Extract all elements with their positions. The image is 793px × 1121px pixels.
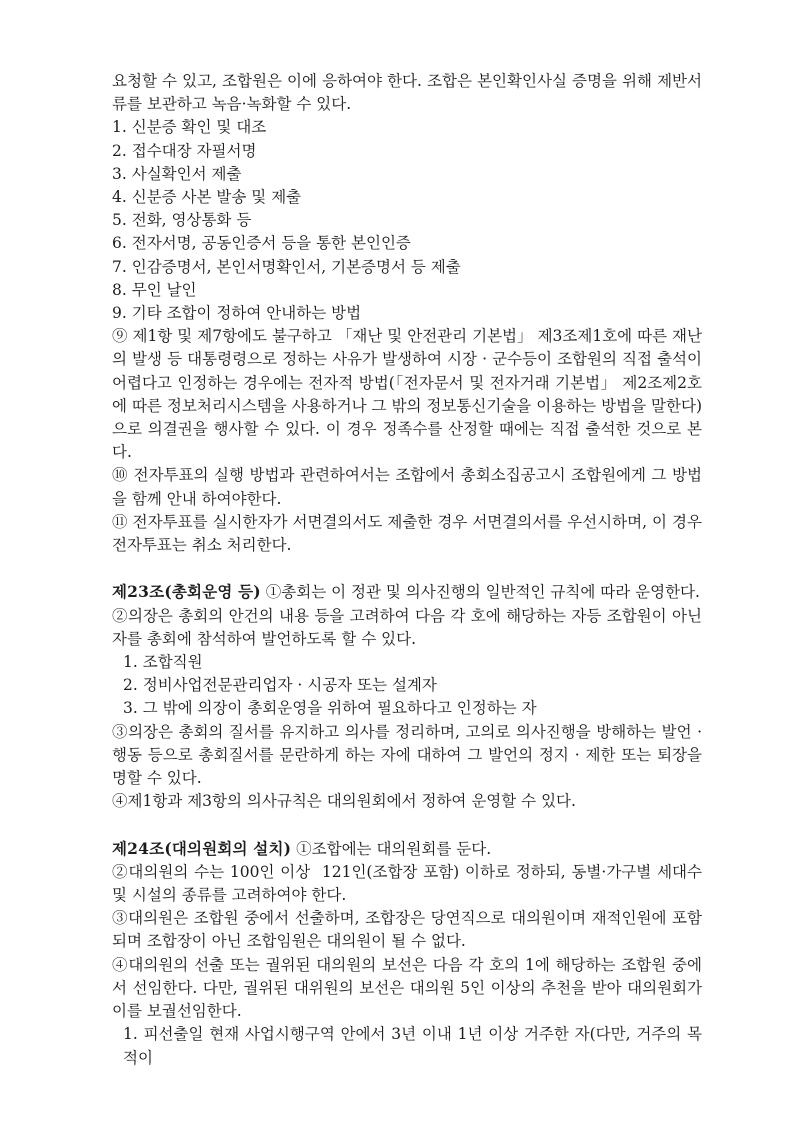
text-run: ③의장은 총회의 질서를 유지하고 의사를 정리하며, 고의로 의사진행을 방해하는 발언 · 행동 등으로 총회질서를 문란하게 하는 자에 대하여 그 발언의 정지 · 제한 또는 퇴장을 명할 수 있다. <box>112 722 707 788</box>
p-continuation <box>112 70 702 116</box>
article-23-heading: 제23조(총회운영 등) <box>112 582 261 602</box>
item-5 <box>112 209 702 232</box>
text-run: ④제1항과 제3항의 의사규칙은 대의원회에서 정하여 운영할 수 있다. <box>112 792 576 811</box>
a24-clause-3 <box>112 907 702 953</box>
text-run: ⑨ 제1항 및 제7항에도 불구하고 「재난 및 안전관리 기본법」 제3조제1호에 따른 재난의 발생 등 대통령령으로 정하는 사유가 발생하여 시장 · 군수등이 조합원의 직접 출석이 어렵다고 인정하는 경우에는 전자적 방법(「전자문서 및 전자거래 기본법」 제2조제2호에 따른 정보처리시스템을 사용하거나 그 밖의 정보통신기술을 이용하는 방법을 말한다)으로 의결권을 행사할 수 있다. 이 경우 정족수를 산정할 때에는 직접 출석한 것으로 본다. <box>112 327 707 462</box>
text-run: 3. 사실확인서 제출 <box>112 164 242 183</box>
item-8 <box>112 279 702 302</box>
item-2 <box>112 140 702 163</box>
a23-clause-3 <box>112 721 707 791</box>
text-run: 7. 인감증명서, 본인서명확인서, 기본증명서 등 제출 <box>112 257 461 276</box>
a23-item-1 <box>112 651 702 674</box>
text-run: 1. 피선출일 현재 사업시행구역 안에서 3년 이내 1년 이상 거주한 자(다만, 거주의 목적이 <box>123 1025 702 1067</box>
article-24 <box>112 837 702 861</box>
item-4 <box>112 186 702 209</box>
document-content <box>112 70 707 1070</box>
text-run: 3. 그 밖에 의장이 총회운영을 위하여 필요하다고 인정하는 자 <box>123 699 537 718</box>
text-run: ①조합에는 대의원회를 둔다. <box>291 839 492 858</box>
text-run: ⑩ 전자투표의 실행 방법과 관련하여서는 조합에서 총회소집공고시 조합원에게 그 방법을 함께 안내 하여야한다. <box>112 466 702 508</box>
a24-clause-4 <box>112 954 707 1024</box>
item-7 <box>112 256 702 279</box>
item-1 <box>112 116 702 139</box>
text-run: 6. 전자서명, 공동인증서 등을 통한 본인인증 <box>112 234 411 253</box>
text-run: 9. 기타 조합이 정하여 안내하는 방법 <box>112 304 362 323</box>
text-run: 2. 정비사업전문관리업자 · 시공자 또는 설계자 <box>123 676 437 695</box>
text-run: 1. 신분증 확인 및 대조 <box>112 118 267 137</box>
a23-item-3 <box>112 697 702 720</box>
text-run: ④대의원의 선출 또는 궐위된 대의원의 보선은 다음 각 호의 1에 해당하는 조합원 중에서 선임한다. 다만, 궐위된 대위원의 보선은 대의원 5인 이상의 추천을 받아 대의원회가 이를 보궐선임한다. <box>112 955 707 1021</box>
text-run: 1. 조합직원 <box>123 653 203 672</box>
a23-clause-2 <box>112 605 707 651</box>
blank-2 <box>112 813 702 836</box>
a23-clause-4 <box>112 790 702 813</box>
clause-11 <box>112 511 707 557</box>
article-24-heading: 제24조(대의원회의 설치) <box>112 838 292 858</box>
item-6 <box>112 232 702 255</box>
text-run: ②의장은 총회의 안건의 내용 등을 고려하여 다음 각 호에 해당하는 자등 조합원이 아닌 자를 총회에 참석하여 발언하도록 할 수 있다. <box>112 606 707 648</box>
text-run: 8. 무인 날인 <box>112 280 197 299</box>
text-run: 요청할 수 있고, 조합원은 이에 응하여야 한다. 조합은 본인확인사실 증명을 위해 제반서류를 보관하고 녹음·녹화할 수 있다. <box>112 72 702 114</box>
text-run: ③대의원은 조합원 중에서 선출하며, 조합장은 당연직으로 대의원이며 재적인원에 포함되며 조합장이 아닌 조합임원은 대의원이 될 수 없다. <box>112 909 702 951</box>
clause-10 <box>112 464 702 510</box>
a24-clause-2 <box>112 861 707 907</box>
text-run: ⑪ 전자투표를 실시한자가 서면결의서도 제출한 경우 서면결의서를 우선시하며, 이 경우 전자투표는 취소 처리한다. <box>112 512 707 555</box>
text-run: 4. 신분증 사본 발송 및 제출 <box>112 188 302 207</box>
article-23 <box>112 580 702 604</box>
item-9 <box>112 302 702 325</box>
text-run: ①총회는 이 정관 및 의사진행의 일반적인 규칙에 따라 운영한다. <box>260 583 700 602</box>
item-3 <box>112 163 702 186</box>
a23-item-2 <box>112 674 702 697</box>
text-run: 2. 접수대장 자필서명 <box>112 141 257 160</box>
clause-9 <box>112 325 707 464</box>
a24-item-1 <box>112 1023 702 1069</box>
text-run: ②대의원의 수는 100인 이상 121인(조합장 포함) 이하로 정하되, 동별·가구별 세대수 및 시설의 종류를 고려하여야 한다. <box>112 862 707 905</box>
text-run: 5. 전화, 영상통화 등 <box>112 211 252 230</box>
blank-1 <box>112 557 702 580</box>
